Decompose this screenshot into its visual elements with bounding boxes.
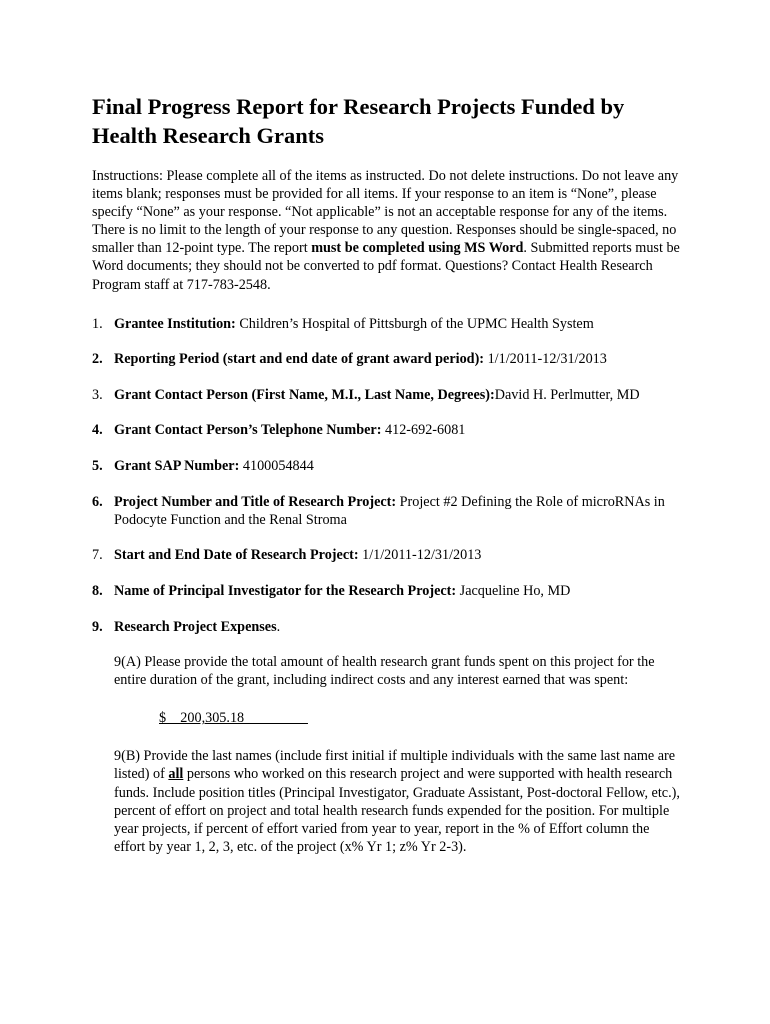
item-principal-investigator [92,582,682,600]
item-value: 412-692-6081 [381,422,466,439]
item-number: 9. [92,618,103,635]
item-label: Grant SAP Number: [114,458,240,475]
instructions-text-1: Instructions: Please complete all of the items as instructed. Do not delete instructions. Do not leave any items blank; responses must be provided for all items. If your response to an item is “None”, please specify “None” as your response. “Not applicable” is not an acceptable response for any of the items. There is no limit to the length of your response to any question. Responses should be single-spaced, no smaller than 12-point type. The report [92,168,679,257]
item-value: 4100054844 [239,458,314,475]
item-number: 1. [92,315,103,332]
item-value: Children’s Hospital of Pittsburgh of the UPMC Health System [235,315,594,332]
question-9b-emphasis: all [168,766,184,783]
item-value: David H. Perlmutter, MD [494,386,640,403]
item-list [92,315,682,636]
item-label: Start and End Date of Research Project: [114,547,359,564]
item-grantee-institution [92,315,682,333]
item-label: Reporting Period (start and end date of grant award period): [114,351,485,368]
item-contact-telephone [92,421,682,439]
item-number: 8. [92,582,103,599]
item-number: 6. [92,493,103,510]
question-9a: 9(A) Please provide the total amount of health research grant funds spent on this project for the entire duration of the grant, including indirect costs and any interest earned that was spent: [114,654,655,689]
item-research-expenses [92,618,682,636]
item-value: . [276,618,281,635]
report-page [92,92,682,870]
item-label: Project Number and Title of Research Project: [114,493,397,510]
item-project-dates [92,546,682,564]
page-title [92,92,682,150]
item-grant-contact-person [92,386,682,404]
item-project-number-title [92,493,682,529]
item-label: Research Project Expenses [114,618,277,635]
item-grant-sap-number [92,457,682,475]
item-label: Grantee Institution: [114,315,236,332]
item-value: 1/1/2011-12/31/2013 [358,547,482,564]
instructions-bold: must be completed using MS Word [311,240,524,257]
item-reporting-period [92,350,682,368]
instructions-text-2: . Submitted reports must be Word documents; they should not be converted to pdf format. Questions? Contact Health Research Program staff at 717-783-2548. [92,240,680,293]
item-value: Project #2 Defining the Role of microRNAs in Podocyte Function and the Renal Stroma [114,493,665,528]
title-line-2: Health Research Grants [92,123,325,148]
instructions-paragraph [92,167,682,294]
question-9b-text-1: 9(B) Provide the last names (include first initial if multiple individuals with the same last name are listed) of [114,748,676,783]
item-number: 2. [92,351,103,368]
total-amount-field[interactable] [159,709,682,727]
item-number: 3. [92,386,103,403]
item-value: Jacqueline Ho, MD [456,582,571,599]
question-9b [114,747,682,856]
total-amount-value: $ 200,305.18 [159,710,308,727]
item-number: 4. [92,422,103,439]
title-line-1: Final Progress Report for Research Projects Funded by [92,94,625,119]
question-9b-text-2: persons who worked on this research project and were supported with health research funds. Include position titles (Principal Investigator, Graduate Assistant, Post-doctoral Fellow, etc.), percent of effort on project and total health research funds expended for the position. For multiple year projects, if percent of effort varied from year to year, report in the % of Effort column the effort by year 1, 2, 3, etc. of the project (x% Yr 1; z% Yr 2-3). [114,766,680,855]
item-value: 1/1/2011-12/31/2013 [484,351,607,368]
item-label: Grant Contact Person’s Telephone Number: [114,422,382,439]
item-number: 5. [92,458,103,475]
item-number: 7. [92,547,103,564]
item-label: Grant Contact Person (First Name, M.I., Last Name, Degrees): [114,386,495,403]
item-label: Name of Principal Investigator for the Research Project: [114,582,457,599]
